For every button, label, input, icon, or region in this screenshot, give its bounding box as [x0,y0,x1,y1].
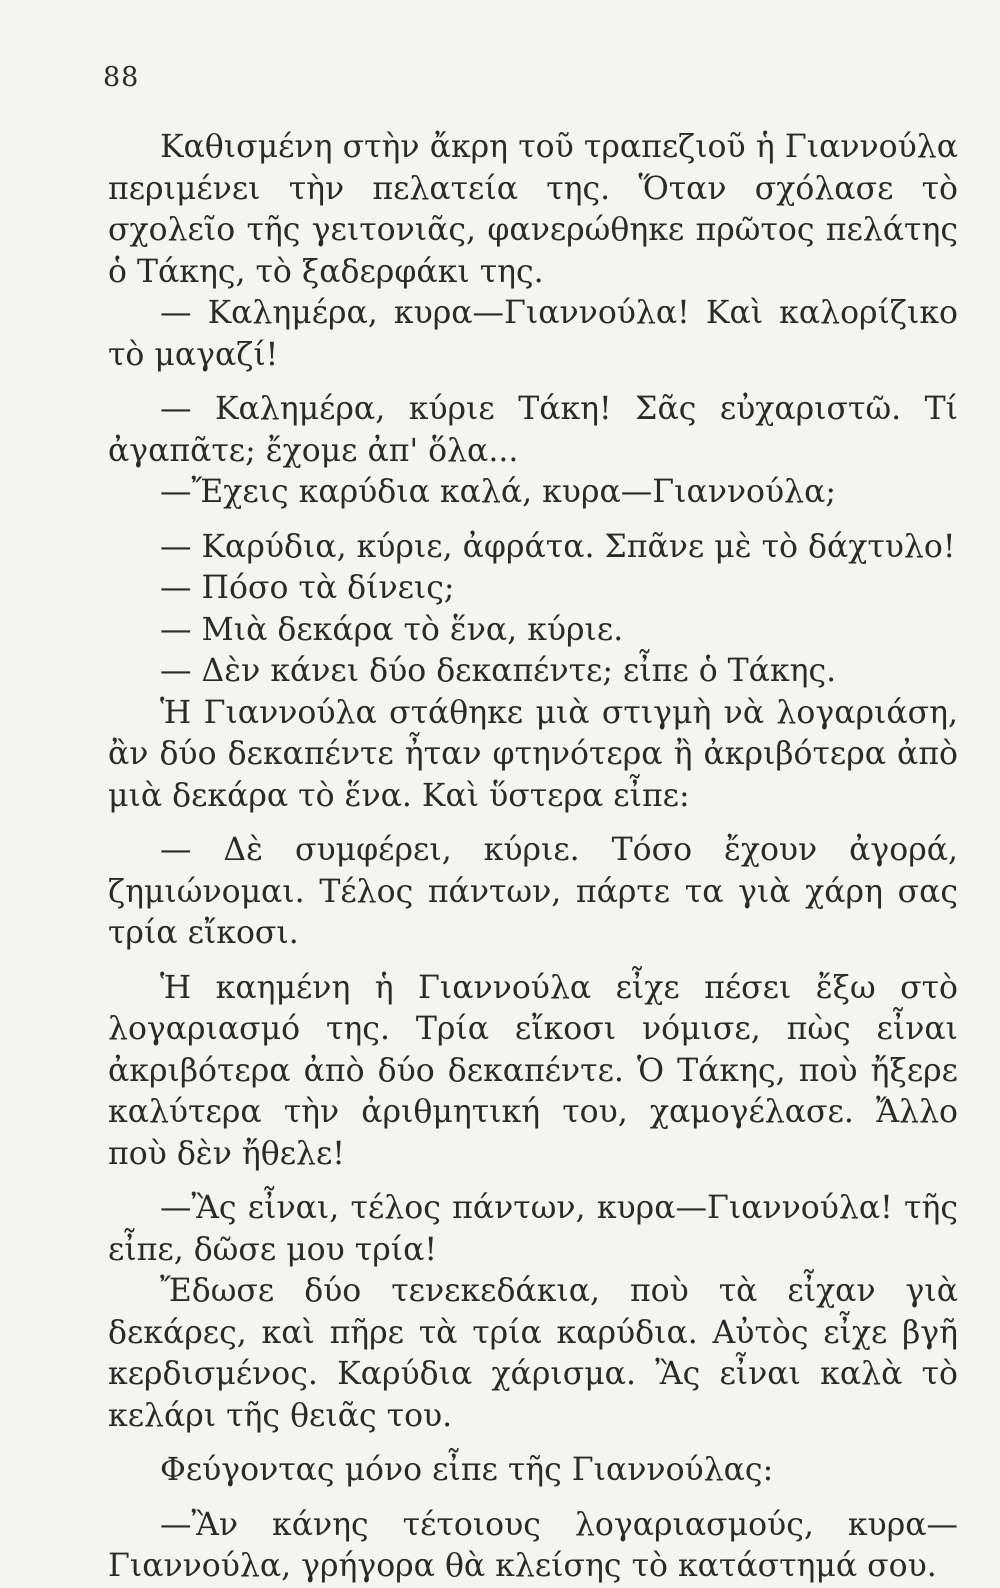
page-number: 88 [103,62,140,93]
body-text [108,127,958,1588]
paragraph: Ἔδωσε δύο τενεκεδάκια, ποὺ τὰ εἶχαν γιὰ δεκάρες, καὶ πῆρε τὰ τρία καρύδια. Αὐτὸς εἶχε βγῆ κερδισμένος. Καρύδια χάρισμα. Ἂς εἶναι καλὰ τὸ κελάρι τῆς θειᾶς του. [108,1273,958,1434]
dialogue-line: — Καρύδια, κύριε, ἀφράτα. Σπᾶνε μὲ τὸ δάχτυλο! [160,528,956,565]
dialogue-line: — Καλημέρα, κύριε Τάκη! Σᾶς εὐχαριστῶ. Τί ἀγαπᾶτε; ἔχομε ἀπ' ὅλα... [108,391,958,469]
paragraph: Ἡ καημένη ἡ Γιαννούλα εἶχε πέσει ἔξω στὸ λογαριασμό της. Τρία εἴκοσι νόμισε, πὼς εἶναι ἀκριβότερα ἀπὸ δύο δεκαπέντε. Ὁ Τάκης, ποὺ ἤξερε καλύτερα τὴν ἀριθμητική του, χαμογέλασε. Ἄλλο ποὺ δὲν ἤθελε! [108,969,958,1172]
dialogue-line: — Δὲν κάνει δύο δεκαπέντε; εἶπε ὁ Τάκης. [160,653,837,689]
dialogue-line: — Δὲ συμφέρει, κύριε. Τόσο ἔχουν ἀγορά, ζημιώνομαι. Τέλος πάντων, πάρτε τα γιὰ χάρη σας τρία εἴκοσι. [108,832,958,951]
paragraph: Καθισμένη στὴν ἄκρη τοῦ τραπεζιοῦ ἡ Γιαννούλα περιμένει τὴν πελατεία της. Ὅταν σχόλασε τὸ σχολεῖο τῆς γειτονιᾶς, φανερώθηκε πρῶτος πελάτης ὁ Τάκης, τὸ ξαδερφάκι της. [108,129,958,290]
paragraph: Ἡ Γιαννούλα στάθηκε μιὰ στιγμὴ νὰ λογαριάση, ἂν δύο δεκαπέντε ἦταν φτηνότερα ἢ ἀκριβότερα ἀπὸ μιὰ δεκάρα τὸ ἕνα. Καὶ ὕστερα εἶπε: [108,694,958,814]
dialogue-line: — Καλημέρα, κυρα—Γιαννούλα! Καὶ καλορίζικο τὸ μαγαζί! [108,295,958,373]
dialogue-line: —Ἂν κάνης τέτοιους λογαριασμούς, κυρα—Γιαννούλα, γρήγορα θὰ κλείσης τὸ κατάστημά σου. [108,1506,958,1584]
dialogue-line: — Πόσο τὰ δίνεις; [160,570,455,606]
dialogue-line: —Ἂς εἶναι, τέλος πάντων, κυρα—Γιαννούλα! τῆς εἶπε, δῶσε μου τρία! [108,1190,958,1268]
dialogue-line: — Μιὰ δεκάρα τὸ ἕνα, κύριε. [160,611,624,648]
paragraph: Φεύγοντας μόνο εἶπε τῆς Γιαννούλας: [160,1452,774,1488]
dialogue-line: —Ἔχεις καρύδια καλά, κυρα—Γιαννούλα; [160,474,836,510]
